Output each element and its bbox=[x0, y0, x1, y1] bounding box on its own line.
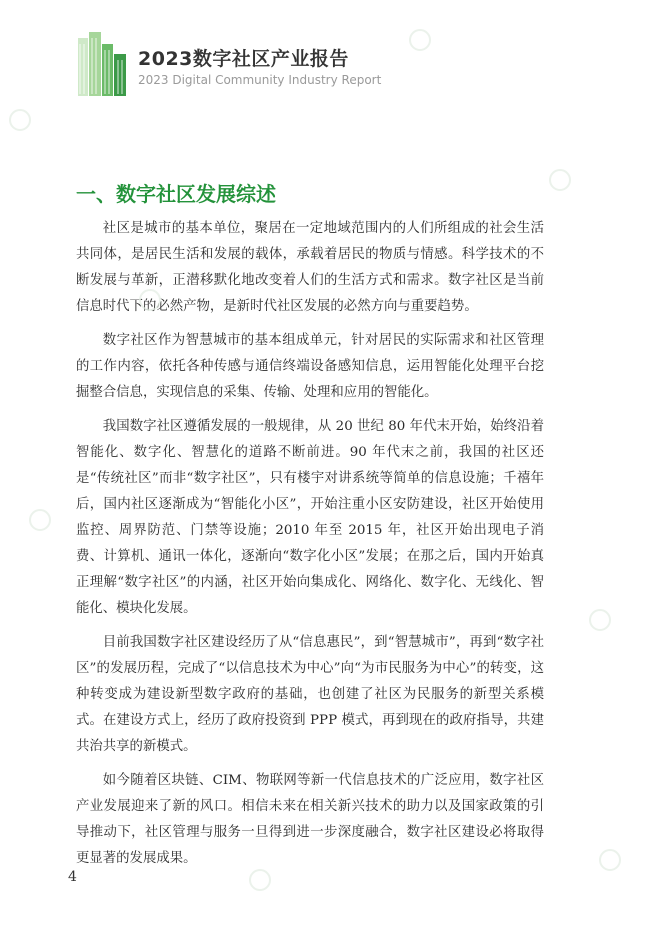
report-subtitle: 2023 Digital Community Industry Report bbox=[138, 73, 382, 87]
page-number: 4 bbox=[68, 869, 77, 885]
article-body bbox=[76, 216, 544, 880]
paragraph: 我国数字社区遵循发展的一般规律，从 20 世纪 80 年代末开始，始终沿着智能化、数字化、智慧化的道路不断前进。90 年代末之前，我国的社区还是“传统社区”而非“数字社区”，只有楼宇对讲系统等简单的信息设施；千禧年后，国内社区逐渐成为“智能化小区”，开始注重小区安防建设，社区开始使用监控、周界防范、门禁等设施；2010 年至 2015 年，社区开始出现电子消费、计算机、通讯一体化，逐渐向“数字化小区”发展；在那之后，国内开始真正理解“数字社区”的内涵，社区开始向集成化、网络化、数字化、无线化、智能化、模块化发展。 bbox=[76, 419, 544, 616]
section-heading: 一、数字社区发展综述 bbox=[76, 182, 276, 206]
page-header bbox=[76, 30, 636, 100]
paragraph: 社区是城市的基本单位，聚居在一定地域范围内的人们所组成的社会生活共同体，是居民生活和发展的载体，承载着居民的物质与情感。科学技术的不断发展与革新，正潜移默化地改变着人们的生活方式和需求。数字社区是当前信息时代下的必然产物，是新时代社区发展的必然方向与重要趋势。 bbox=[76, 221, 544, 314]
building-logo-icon bbox=[76, 30, 128, 96]
paragraph: 目前我国数字社区建设经历了从“信息惠民”，到“智慧城市”，再到“数字社区”的发展历程，完成了“以信息技术为中心”向“为市民服务为中心”的转变，这种转变成为建设新型数字政府的基础，也创建了社区为民服务的新型关系模式。在建设方式上，经历了政府投资到 PPP 模式，再到现在的政府指导，共建共治共享的新模式。 bbox=[76, 635, 544, 754]
paragraph: 如今随着区块链、CIM、物联网等新一代信息技术的广泛应用，数字社区产业发展迎来了新的风口。相信未来在相关新兴技术的助力以及国家政策的引导推动下，社区管理与服务一旦得到进一步深度融合，数字社区建设必将取得更显著的发展成果。 bbox=[76, 773, 544, 866]
paragraph: 数字社区作为智慧城市的基本组成单元，针对居民的实际需求和社区管理的工作内容，依托各种传感与通信终端设备感知信息，运用智能化处理平台挖掘整合信息，实现信息的采集、传输、处理和应用的智能化。 bbox=[76, 333, 544, 400]
report-title: 2023数字社区产业报告 bbox=[138, 48, 349, 70]
